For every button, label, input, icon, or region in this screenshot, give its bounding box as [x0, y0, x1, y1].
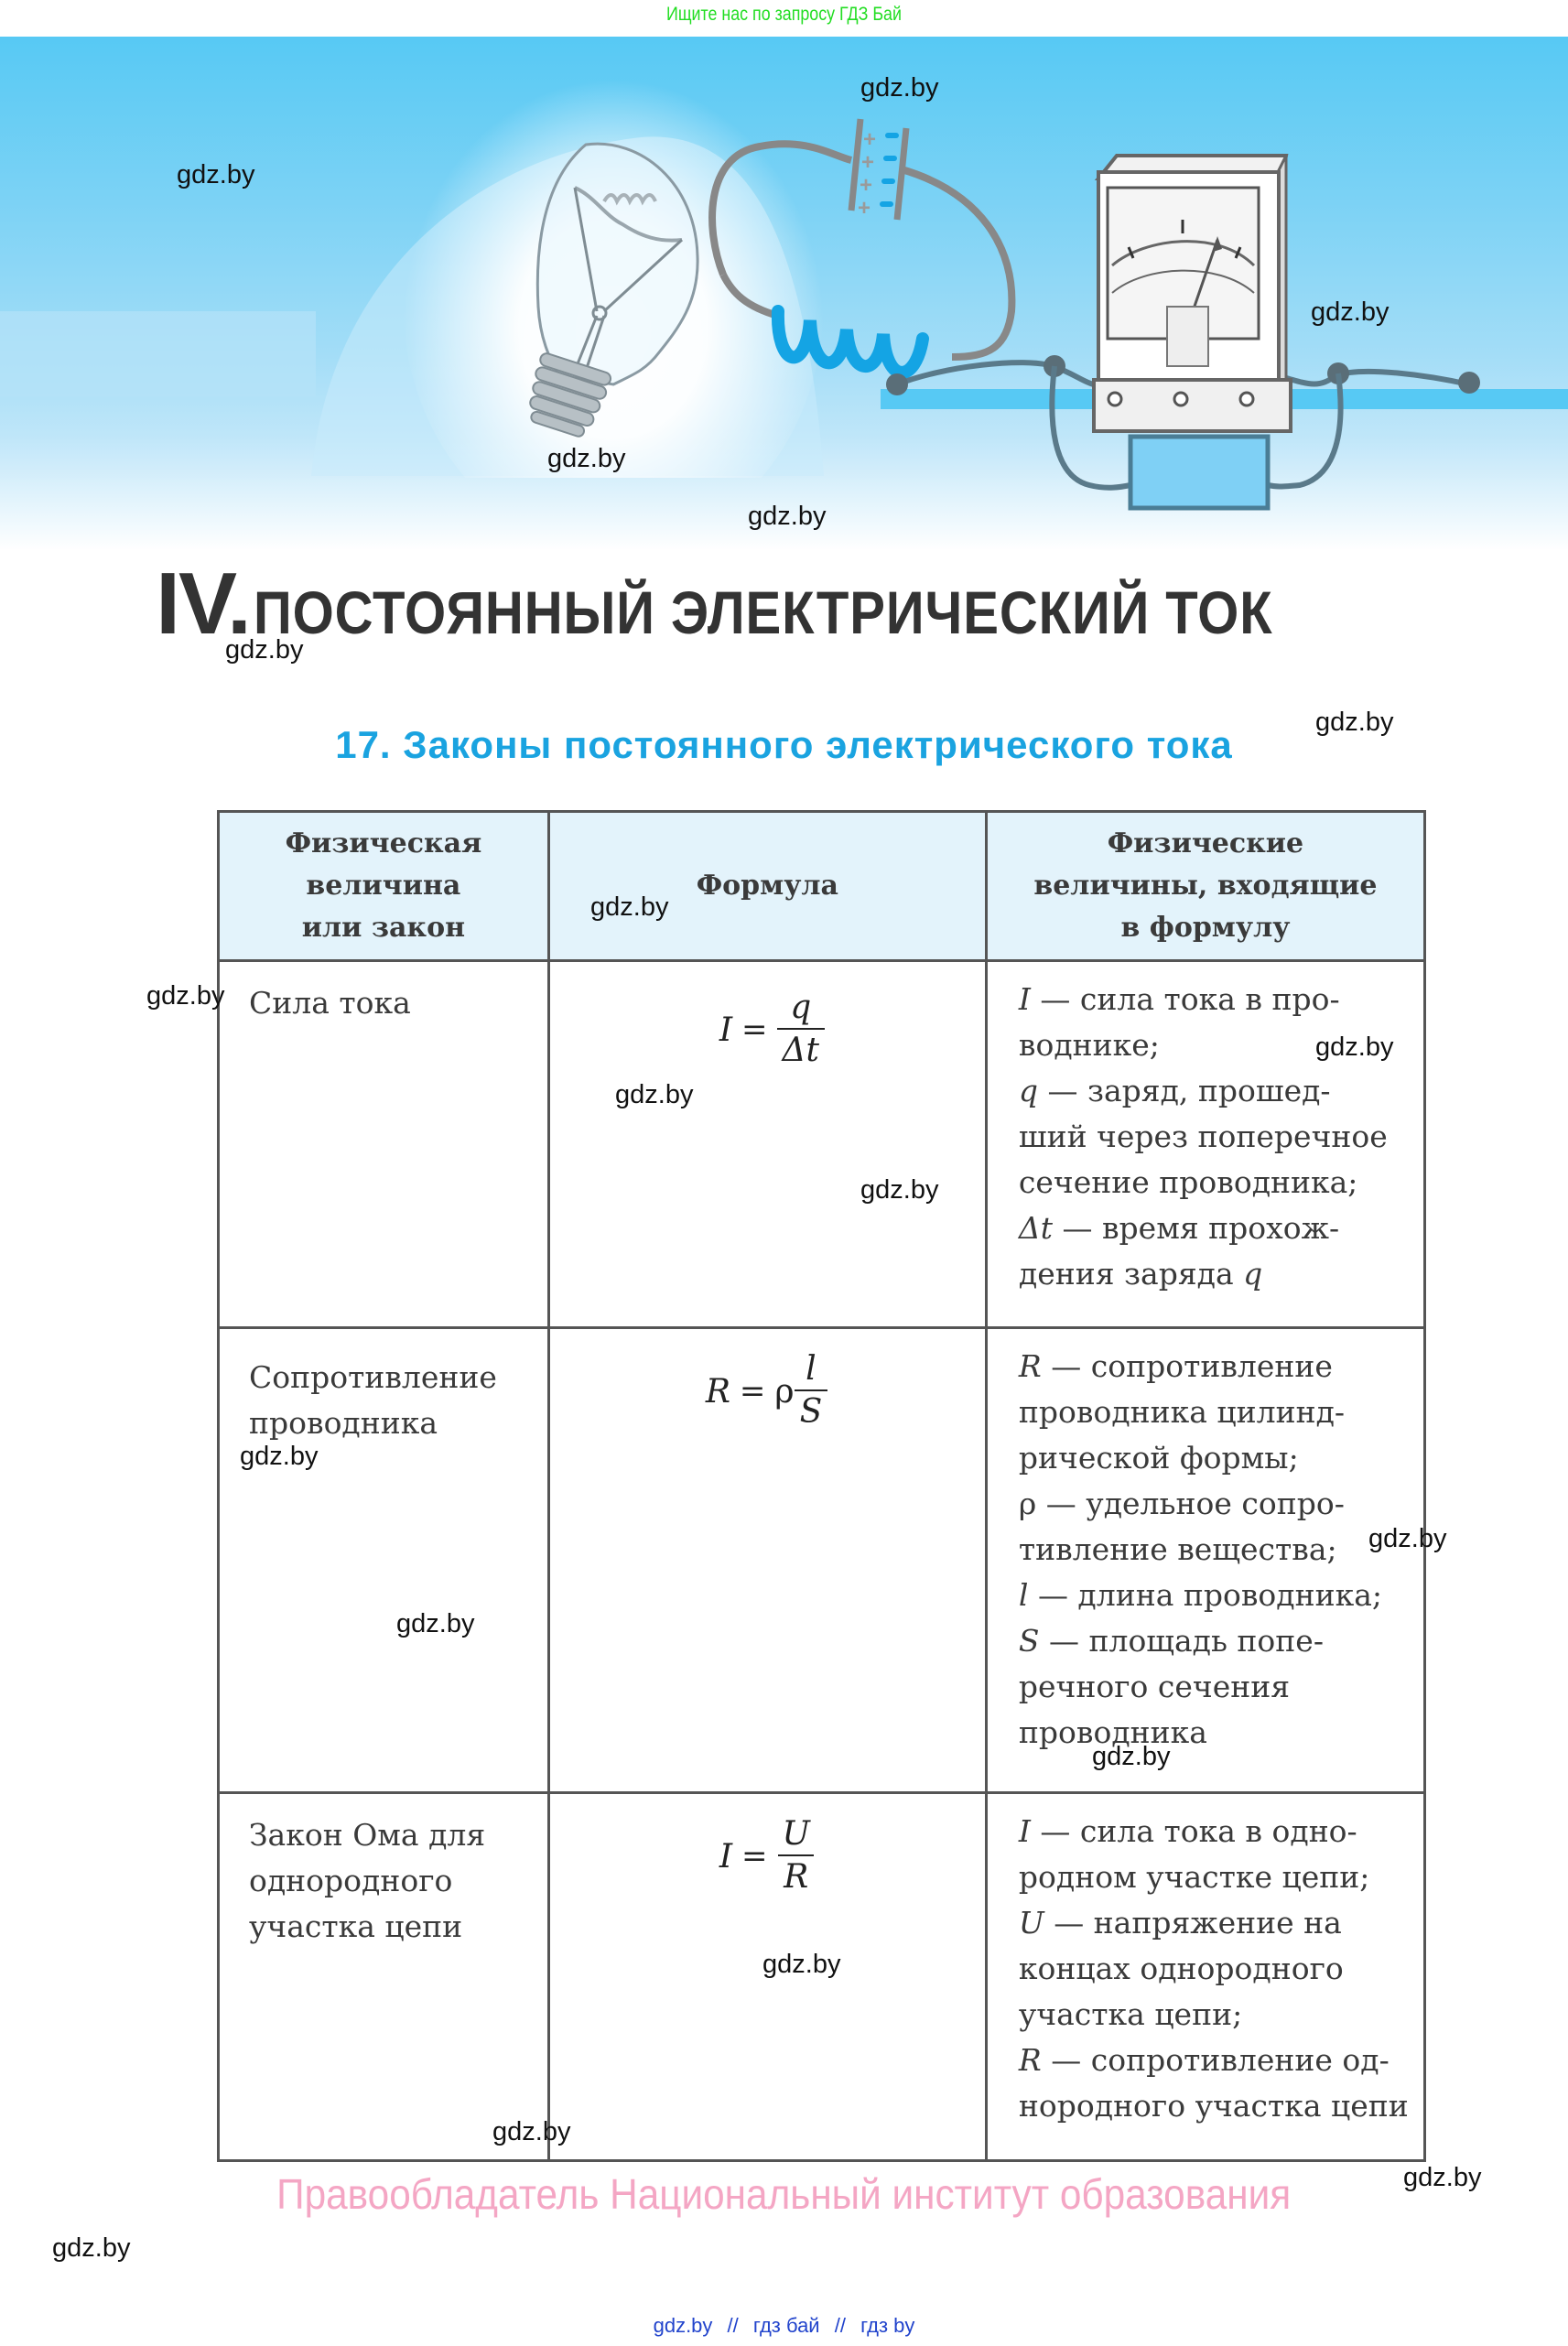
header-formula	[548, 812, 986, 961]
formula-ohms-law	[719, 1814, 816, 1898]
desc-text: воднике;	[1018, 1027, 1160, 1063]
desc-line	[1019, 2038, 1407, 2083]
desc-text: — время прохож-	[1052, 1210, 1340, 1246]
desc-line	[1019, 1389, 1407, 1435]
desc-text: рической формы;	[1018, 1440, 1299, 1476]
desc-text: родном участке цепи;	[1018, 1859, 1370, 1895]
desc-text: сечение проводника;	[1018, 1164, 1358, 1200]
header-line: в формулу	[1120, 912, 1291, 944]
search-hint: Ищите нас по запросу ГДЗ Бай	[666, 4, 902, 25]
table-row	[219, 1328, 1425, 1793]
denominator	[778, 1854, 814, 1898]
desc-line	[1019, 1664, 1407, 1710]
watermark-text: gdz.by	[615, 1080, 694, 1109]
formula-cell	[548, 961, 986, 1328]
watermark-text: gdz.by	[547, 444, 626, 473]
desc-text: дения заряда	[1018, 1256, 1244, 1292]
numerator: l	[806, 1350, 816, 1388]
watermark-text: gdz.by	[52, 2233, 131, 2263]
header-quantity	[219, 812, 549, 961]
formula-cell	[548, 1328, 986, 1793]
watermark-text: gdz.by	[748, 502, 827, 531]
watermark-text: gdz.by	[177, 160, 255, 189]
desc-text: нородного участка цепи	[1018, 2088, 1409, 2124]
svg-text:+: +	[860, 173, 873, 198]
desc-line	[1019, 977, 1407, 1022]
formula-coefficient: ρ	[774, 1372, 795, 1411]
quantity-cell	[219, 1328, 549, 1793]
symbol: I	[1018, 1813, 1031, 1849]
desc-line	[1019, 1527, 1407, 1573]
desc-line	[1019, 1900, 1407, 1946]
wire	[902, 169, 1011, 357]
link-separator: //	[727, 2314, 739, 2337]
watermark-text: gdz.by	[1403, 2163, 1482, 2192]
desc-text: — длина проводника;	[1028, 1577, 1383, 1613]
watermark-text: gdz.by	[762, 1950, 841, 1979]
desc-text: — площадь попе-	[1039, 1623, 1324, 1659]
variables-cell	[986, 1328, 1424, 1793]
formula-eq: =	[741, 1838, 768, 1875]
chapter-name: ПОСТОЯННЫЙ ЭЛЕКТРИЧЕСКИЙ ТОК	[254, 578, 1273, 646]
variables-cell	[986, 1793, 1424, 2161]
numerator: U	[782, 1815, 810, 1853]
desc-line	[1019, 1481, 1407, 1527]
watermark-text: gdz.by	[146, 981, 225, 1011]
quantity-cell	[219, 1793, 549, 2161]
formula-eq: =	[741, 1011, 768, 1048]
desc-line	[1019, 1946, 1407, 1992]
desc-text: — напряжение на	[1044, 1905, 1342, 1941]
desc-text: — сила тока в про-	[1030, 981, 1340, 1017]
desc-line	[1019, 1344, 1407, 1389]
denominator-text: R	[784, 1858, 809, 1896]
desc-line	[1019, 1205, 1407, 1251]
svg-text:+: +	[861, 150, 875, 175]
symbol: q	[1243, 1256, 1263, 1292]
formula-eq: =	[739, 1373, 766, 1410]
bottom-links	[0, 2314, 1568, 2338]
watermark-text: gdz.by	[240, 1442, 319, 1471]
quantity-name: Сопротивление	[249, 1359, 497, 1395]
quantity-name: проводника	[249, 1405, 438, 1441]
desc-text: — сопротивление	[1041, 1348, 1333, 1384]
symbol: ρ	[1018, 1486, 1037, 1521]
desc-line	[1019, 1160, 1407, 1205]
symbol: R	[1018, 2042, 1042, 2078]
header-line: величина	[306, 870, 461, 902]
header-variables	[986, 812, 1424, 961]
desc-line	[1019, 1854, 1407, 1900]
denominator-text: S	[799, 1393, 823, 1431]
header-line: величины, входящие	[1033, 870, 1378, 902]
desc-line	[1019, 2083, 1407, 2129]
watermark-text: gdz.by	[1315, 708, 1394, 737]
desc-line	[1019, 1573, 1407, 1618]
table-header-row	[219, 812, 1425, 961]
chapter-number: IV.	[156, 555, 250, 653]
table-row	[219, 961, 1425, 1328]
desc-line	[1019, 1114, 1407, 1160]
section-title: 17. Законы постоянного электрического тока	[335, 723, 1233, 766]
watermark-text: gdz.by	[1311, 297, 1390, 327]
formula-lhs: I	[719, 1837, 733, 1876]
formula-lhs: I	[719, 1011, 733, 1049]
variables-cell	[986, 961, 1424, 1328]
watermark-text: gdz.by	[860, 1175, 939, 1205]
desc-text: концах однородного	[1018, 1951, 1344, 1986]
watermark-text: gdz.by	[1368, 1524, 1447, 1553]
desc-text: — удельное сопро-	[1036, 1486, 1345, 1521]
watermark-text: gdz.by	[1315, 1032, 1394, 1062]
link-gdz-by[interactable]: gdz.by	[653, 2314, 713, 2337]
ammeter-icon	[1094, 156, 1291, 431]
numerator: q	[790, 989, 812, 1026]
chapter-illustration	[0, 37, 1568, 549]
formula-resistance	[706, 1349, 827, 1433]
capacitor-icon	[851, 119, 906, 221]
symbol: I	[1018, 981, 1031, 1017]
symbol: S	[1018, 1623, 1040, 1659]
quantity-name: Закон Ома для	[249, 1817, 486, 1853]
desc-line	[1019, 1710, 1407, 1756]
desc-text: — сила тока в одно-	[1030, 1813, 1357, 1849]
desc-text: — заряд, прошед-	[1038, 1073, 1331, 1108]
desc-line	[1019, 1251, 1407, 1297]
desc-text: — сопротивление од-	[1041, 2042, 1390, 2078]
fraction	[777, 988, 825, 1072]
quantity-name: участка цепи	[249, 1908, 463, 1944]
desc-line	[1019, 1809, 1407, 1854]
formula-lhs: R	[705, 1372, 730, 1411]
header-line: Физическая	[285, 827, 482, 859]
quantity-name: Сила тока	[249, 985, 411, 1021]
symbol: U	[1018, 1905, 1044, 1941]
link-separator: //	[834, 2314, 846, 2337]
rights-holder-text: Правообладатель Национальный институт образования	[276, 2170, 1292, 2218]
quantity-name: однородного	[249, 1863, 453, 1898]
symbol: R	[1018, 1348, 1042, 1384]
quantity-cell	[219, 961, 549, 1328]
header-line: Физические	[1107, 827, 1304, 859]
desc-line	[1019, 1992, 1407, 2038]
desc-text: ший через поперечное	[1018, 1119, 1388, 1154]
link-gdz-by-cyr[interactable]: гдз by	[860, 2314, 915, 2337]
watermark-text: gdz.by	[860, 73, 939, 103]
symbol: l	[1018, 1577, 1029, 1613]
denominator-text: Δt	[782, 1032, 820, 1069]
header-line: Формула	[696, 870, 838, 902]
fraction	[795, 1349, 828, 1433]
desc-line	[1019, 1435, 1407, 1481]
rights-holder-notice	[0, 2169, 1568, 2219]
svg-text:+: +	[858, 196, 871, 221]
desc-text: проводника	[1018, 1714, 1207, 1750]
circuit-illustration	[0, 37, 1568, 549]
svg-text:+: +	[863, 127, 877, 152]
desc-text: участка цепи;	[1018, 1996, 1243, 2032]
fraction	[777, 1814, 816, 1898]
denominator	[795, 1389, 828, 1433]
watermark-text: gdz.by	[396, 1609, 475, 1638]
desc-text: речного сечения	[1018, 1669, 1291, 1704]
resistor-icon	[1130, 437, 1268, 508]
header-line: или закон	[301, 912, 466, 944]
watermark-text: gdz.by	[1092, 1742, 1171, 1771]
watermark-text: gdz.by	[590, 892, 669, 922]
desc-line	[1019, 1618, 1407, 1664]
top-bar	[0, 0, 1568, 37]
symbol: Δt	[1018, 1210, 1053, 1246]
formula-current	[719, 988, 825, 1072]
link-gdz-bai[interactable]: гдз бай	[752, 2314, 820, 2337]
symbol: q	[1018, 1073, 1039, 1108]
desc-line	[1019, 1068, 1407, 1114]
watermark-text: gdz.by	[492, 2117, 571, 2146]
denominator	[777, 1028, 825, 1072]
desc-text: проводника цилинд-	[1018, 1394, 1346, 1430]
desc-text: тивление вещества;	[1018, 1531, 1337, 1567]
watermark-text: gdz.by	[225, 635, 304, 665]
